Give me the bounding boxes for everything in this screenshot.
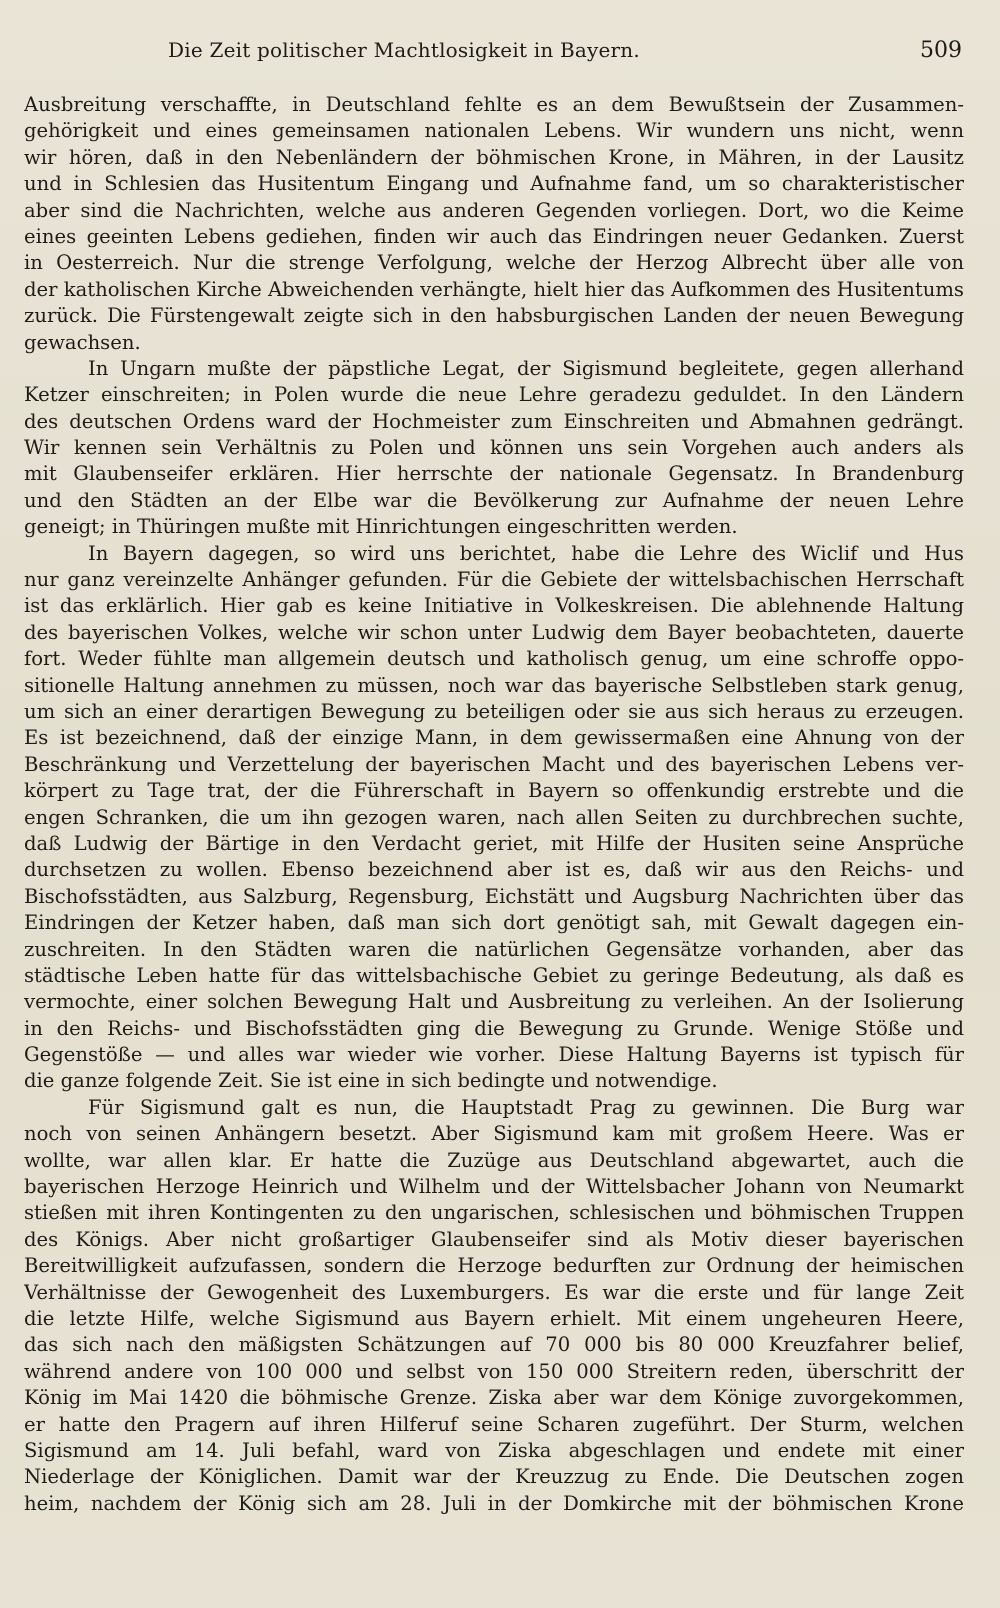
text-line: in den Reichs- und Bischofsstädten ging die Bewegung zu Grunde. Wenige Stöße und bbox=[24, 1016, 964, 1040]
text-line: zuschreiten. In den Städten waren die natürlichen Gegensätze vorhanden, aber das bbox=[24, 937, 964, 961]
text-line: durchsetzen zu wollen. Ebenso bezeichnend aber ist es, daß wir aus den Reichs- und bbox=[24, 858, 964, 882]
text-line: Ausbreitung verschaffte, in Deutschland fehlte es an dem Bewußtsein der Zusammen- bbox=[24, 93, 964, 116]
text-line: bayerischen Herzoge Heinrich und Wilhelm und der Wittelsbacher Johann von Neumarkt bbox=[24, 1175, 964, 1199]
text-line: des deutschen Ordens ward der Hochmeister zum Einschreiten und Abmahnen gedrängt. bbox=[24, 409, 964, 433]
text-line: um sich an einer derartigen Bewegung zu beteiligen oder sie aus sich heraus zu erzeugen. bbox=[24, 699, 964, 723]
text-line: Bischofsstädten, aus Salzburg, Regensburg, Eichstätt und Augsburg Nachrichten über das bbox=[24, 884, 964, 908]
text-line: der katholischen Kirche Abweichenden verhängte, hielt hier das Aufkommen des Husitentums bbox=[24, 277, 964, 301]
running-header bbox=[24, 38, 962, 68]
text-line: geneigt; in Thüringen mußte mit Hinrichtungen eingeschritten werden. bbox=[24, 515, 738, 539]
text-line: in Oesterreich. Nur die strenge Verfolgung, welche der Herzog Albrecht über alle von bbox=[24, 251, 964, 275]
text-line: fort. Weder fühlte man allgemein deutsch und katholisch genug, um eine schroffe oppo- bbox=[24, 647, 964, 671]
text-line: die ganze folgende Zeit. Sie ist eine in sich bedingte und notwendige. bbox=[24, 1069, 718, 1093]
text-line: engen Schranken, die um ihn gezogen waren, nach allen Seiten zu durchbrechen suchte, bbox=[24, 805, 964, 829]
text-line: mit Glaubenseifer erklären. Hier herrschte der nationale Gegensatz. In Brandenburg bbox=[24, 462, 964, 486]
text-line: Niederlage der Königlichen. Damit war der Kreuzzug zu Ende. Die Deutschen zogen bbox=[24, 1465, 964, 1489]
text-line: In Bayern dagegen, so wird uns berichtet, habe die Lehre des Wiclif und Hus bbox=[88, 541, 964, 565]
text-line: heim, nachdem der König sich am 28. Juli in der Domkirche mit der böhmischen Krone bbox=[24, 1491, 964, 1515]
text-line: daß Ludwig der Bärtige in den Verdacht geriet, mit Hilfe der Husiten seine Ansprüche bbox=[24, 831, 964, 855]
text-line: noch von seinen Anhängern besetzt. Aber Sigismund kam mit großem Heere. Was er bbox=[24, 1122, 964, 1146]
text-line: aber sind die Nachrichten, welche aus anderen Gegenden vorliegen. Dort, wo die Keime bbox=[24, 198, 964, 222]
text-line: des bayerischen Volkes, welche wir schon unter Ludwig dem Bayer beobachteten, dauerte bbox=[24, 620, 964, 644]
text-line: eines geeinten Lebens gediehen, finden wir auch das Eindringen neuer Gedanken. Zuerst bbox=[24, 224, 964, 248]
body-text bbox=[24, 92, 964, 1517]
text-line: gewachsen. bbox=[24, 330, 141, 354]
text-line: körpert zu Tage trat, der die Führerschaft in Bayern so offenkundig erstrebte und die bbox=[24, 779, 964, 803]
text-line: Sigismund am 14. Juli befahl, ward von Ziska abgeschlagen und endete mit einer bbox=[24, 1438, 964, 1462]
text-line: Bereitwilligkeit aufzufassen, sondern die Herzoge bedurften zur Ordnung der heimischen bbox=[24, 1254, 964, 1278]
text-line: sitionelle Haltung annehmen zu müssen, noch war das bayerische Selbstleben stark genug, bbox=[24, 673, 964, 697]
text-line: Für Sigismund galt es nun, die Hauptstadt Prag zu gewinnen. Die Burg war bbox=[88, 1095, 964, 1119]
text-line: nur ganz vereinzelte Anhänger gefunden. Für die Gebiete der wittelsbachischen Herrschaft bbox=[24, 568, 964, 592]
text-line: Es ist bezeichnend, daß der einzige Mann, in dem gewissermaßen eine Ahnung von der bbox=[24, 726, 964, 750]
page-number: 509 bbox=[920, 38, 962, 63]
text-line: Ketzer einschreiten; in Polen wurde die neue Lehre geradezu geduldet. In den Ländern bbox=[24, 383, 964, 407]
text-line: er hatte den Pragern auf ihren Hilferuf seine Scharen zugeführt. Der Sturm, welchen bbox=[24, 1412, 964, 1436]
text-line: Wir kennen sein Verhältnis zu Polen und können uns sein Vorgehen auch anders als bbox=[24, 436, 964, 460]
text-line: In Ungarn mußte der päpstliche Legat, der Sigismund begleitete, gegen allerhand bbox=[88, 356, 964, 380]
text-line: des Königs. Aber nicht großartiger Glaubenseifer sind als Motiv dieser bayerischen bbox=[24, 1227, 964, 1251]
text-line: König im Mai 1420 die böhmische Grenze. Ziska aber war dem Könige zuvorgekommen, bbox=[24, 1386, 964, 1410]
text-line: Gegenstöße — und alles war wieder wie vorher. Diese Haltung Bayerns ist typisch für bbox=[24, 1043, 964, 1067]
text-line: zurück. Die Fürstengewalt zeigte sich in den habsburgischen Landen der neuen Bewegung bbox=[24, 304, 964, 328]
text-line: gehörigkeit und eines gemeinsamen nationalen Lebens. Wir wundern uns nicht, wenn bbox=[24, 119, 964, 143]
text-line: die letzte Hilfe, welche Sigismund aus Bayern erhielt. Mit einem ungeheuren Heere, bbox=[24, 1306, 964, 1330]
text-line: wollte, war allen klar. Er hatte die Zuzüge aus Deutschland abgewartet, auch die bbox=[24, 1148, 964, 1172]
text-line: Beschränkung und Verzettelung der bayerischen Macht und des bayerischen Lebens ver- bbox=[24, 752, 964, 776]
text-line: Eindringen der Ketzer haben, daß man sich dort genötigt sah, mit Gewalt dagegen ein- bbox=[24, 911, 964, 935]
text-line: vermochte, einer solchen Bewegung Halt und Ausbreitung zu verleihen. An der Isolierung bbox=[24, 990, 964, 1014]
text-line: ist das erklärlich. Hier gab es keine Initiative in Volkeskreisen. Die ablehnende Haltung bbox=[24, 594, 964, 618]
text-line: während andere von 100 000 und selbst von 150 000 Streitern reden, überschritt der bbox=[24, 1359, 964, 1383]
text-line: stießen mit ihren Kontingenten zu den ungarischen, schlesischen und böhmischen Truppen bbox=[24, 1201, 964, 1225]
text-line: städtische Leben hatte für das wittelsbachische Gebiet zu geringe Bedeutung, als daß es bbox=[24, 963, 964, 987]
text-line: wir hören, daß in den Nebenländern der böhmischen Krone, in Mähren, in der Lausitz bbox=[24, 145, 964, 169]
text-line: und in Schlesien das Husitentum Eingang und Aufnahme fand, um so charakteristischer bbox=[24, 172, 964, 196]
text-line: das sich nach den mäßigsten Schätzungen auf 70 000 bis 80 000 Kreuzfahrer belief, bbox=[24, 1333, 964, 1357]
text-line: und den Städten an der Elbe war die Bevölkerung zur Aufnahme der neuen Lehre bbox=[24, 488, 964, 512]
text-line: Verhältnisse der Gewogenheit des Luxemburgers. Es war die erste und für lange Zeit bbox=[24, 1280, 964, 1304]
running-title: Die Zeit politischer Machtlosigkeit in Bayern. bbox=[168, 38, 640, 62]
